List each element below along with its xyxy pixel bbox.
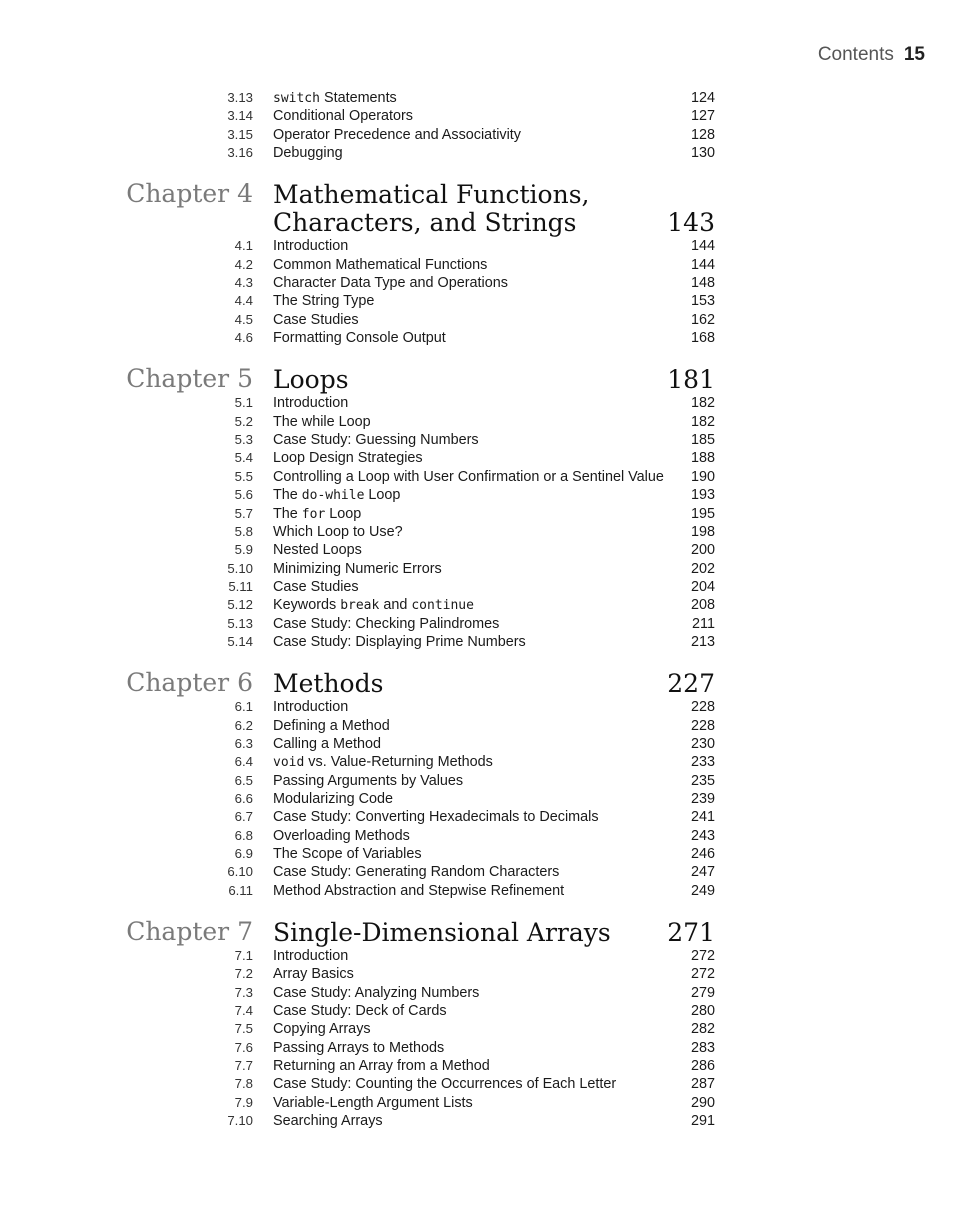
- section-number: 4.2: [234, 256, 253, 272]
- section-page: 241: [690, 809, 715, 826]
- toc-entry: [0, 394, 959, 412]
- section-page: 272: [690, 948, 715, 965]
- section-number: 4.6: [234, 330, 253, 346]
- toc-entry: [0, 633, 959, 651]
- chapter-page: 271: [667, 918, 715, 948]
- section-number: 5.5: [234, 468, 253, 484]
- section-title: Array Basics: [273, 966, 354, 983]
- code-keyword: for: [301, 506, 326, 522]
- chapter-page: 227: [667, 669, 715, 699]
- section-number: 5.8: [234, 523, 253, 539]
- chapter-title-line: Loops: [273, 365, 349, 395]
- section-page: 280: [690, 1003, 715, 1020]
- section-title: The String Type: [273, 293, 375, 310]
- section-number: 4.4: [234, 293, 253, 309]
- section-page: 228: [690, 717, 715, 734]
- section-title: Case Study: Displaying Prime Numbers: [273, 633, 526, 650]
- section-number: 7.4: [234, 1003, 253, 1019]
- toc-entry: [0, 578, 959, 596]
- section-number: 7.1: [234, 948, 253, 964]
- section-number: 6.3: [234, 735, 253, 751]
- section-page: 198: [690, 523, 715, 540]
- table-of-contents: [0, 89, 959, 1130]
- section-page: 188: [690, 450, 715, 467]
- toc-entry: [0, 845, 959, 863]
- section-page: 228: [690, 699, 715, 716]
- chapter-label: Chapter 7: [126, 917, 253, 947]
- section-page: 153: [690, 293, 715, 310]
- section-page: 279: [690, 984, 715, 1001]
- section-title: Case Study: Converting Hexadecimals to Decimals: [273, 809, 599, 826]
- code-keyword: switch: [273, 91, 320, 106]
- toc-entry: [0, 431, 959, 449]
- section-number: 3.16: [227, 145, 253, 161]
- toc-entry: [0, 947, 959, 965]
- chapter-title-line: Single-Dimensional Arrays: [273, 918, 611, 948]
- chapter-title-line: Characters, and Strings: [273, 208, 577, 238]
- section-page: 185: [690, 432, 715, 449]
- section-page: 286: [690, 1058, 715, 1075]
- section-title: Operator Precedence and Associativity: [273, 126, 521, 143]
- section-page: 287: [690, 1076, 715, 1093]
- toc-entry: [0, 311, 959, 329]
- section-page: 291: [690, 1113, 715, 1130]
- toc-entry: [0, 1020, 959, 1038]
- section-title: void vs. Value-Returning Methods: [273, 754, 493, 771]
- toc-entry: [0, 1057, 959, 1075]
- section-page: 130: [690, 145, 715, 162]
- toc-entry: [0, 615, 959, 633]
- section-title: Conditional Operators: [273, 108, 413, 125]
- section-title: Loop Design Strategies: [273, 450, 423, 467]
- toc-entry: [0, 965, 959, 983]
- chapter-block: [0, 668, 959, 900]
- section-title: Modularizing Code: [273, 790, 393, 807]
- section-page: 148: [690, 275, 715, 292]
- section-page: 168: [690, 330, 715, 347]
- section-number: 6.2: [234, 717, 253, 733]
- section-title: The Scope of Variables: [273, 846, 422, 862]
- section-title: Overloading Methods: [273, 827, 410, 844]
- toc-entry: [0, 560, 959, 578]
- page-number: 15: [903, 44, 925, 65]
- section-number: 4.1: [234, 238, 253, 254]
- section-page: 290: [690, 1094, 715, 1111]
- section-number: 6.4: [234, 754, 253, 770]
- section-page: 195: [690, 505, 715, 522]
- section-page: 144: [690, 238, 715, 255]
- section-page: 208: [690, 597, 715, 614]
- code-keyword: continue: [411, 598, 474, 614]
- toc-entry: [0, 808, 959, 826]
- section-page: 282: [690, 1021, 715, 1038]
- section-title: Minimizing Numeric Errors: [273, 560, 442, 577]
- running-head: [818, 44, 925, 66]
- chapter-label: Chapter 5: [126, 364, 253, 394]
- section-page: 162: [690, 311, 715, 328]
- section-number: 7.3: [234, 984, 253, 1000]
- section-title: Formatting Console Output: [273, 330, 446, 347]
- toc-entry: [0, 1002, 959, 1020]
- chapter-heading: [0, 364, 959, 394]
- section-number: 4.3: [234, 275, 253, 291]
- section-page: 213: [690, 633, 715, 650]
- toc-entry: [0, 144, 959, 162]
- section-page: 127: [690, 108, 715, 125]
- section-number: 6.10: [227, 864, 253, 880]
- section-page: 233: [690, 754, 715, 771]
- section-page: 190: [690, 468, 715, 485]
- toc-entry: [0, 256, 959, 274]
- section-page: 243: [690, 827, 715, 844]
- chapter-block: [0, 364, 959, 651]
- section-number: 5.3: [234, 432, 253, 448]
- section-number: 5.1: [234, 395, 253, 411]
- section-page: 235: [690, 772, 715, 789]
- chapter-title: [273, 364, 959, 394]
- section-title: The while Loop: [273, 413, 371, 430]
- toc-entry: [0, 468, 959, 486]
- section-number: 5.7: [234, 505, 253, 521]
- section-title: Case Study: Checking Palindromes: [273, 615, 500, 632]
- section-page: 144: [690, 256, 715, 273]
- section-number: 5.4: [234, 450, 253, 466]
- section-page: 211: [692, 615, 715, 632]
- section-number: 7.5: [234, 1021, 253, 1037]
- toc-entry: [0, 89, 959, 107]
- section-number: 5.2: [234, 413, 253, 429]
- section-title: Passing Arrays to Methods: [273, 1039, 445, 1056]
- toc-entry: [0, 1094, 959, 1112]
- section-title: Case Studies: [273, 311, 359, 328]
- section-page: 272: [690, 966, 715, 983]
- section-number: 6.6: [234, 790, 253, 806]
- section-page: 128: [690, 126, 715, 143]
- section-title: Introduction: [273, 238, 349, 255]
- section-title: Introduction: [273, 948, 349, 965]
- section-title: Defining a Method: [273, 717, 390, 734]
- section-page: 182: [690, 413, 715, 430]
- section-page: 200: [690, 542, 715, 559]
- section-number: 3.14: [227, 108, 253, 124]
- section-page: 239: [690, 790, 715, 807]
- section-title: Case Studies: [273, 578, 359, 595]
- section-number: 6.11: [228, 882, 253, 898]
- section-title: Case Study: Counting the Occurrences of Each Letter: [273, 1076, 617, 1093]
- section-title: The for Loop: [273, 505, 362, 522]
- toc-entry: [0, 237, 959, 255]
- section-number: 6.8: [234, 827, 253, 843]
- chapter-title-line: Methods: [273, 669, 384, 699]
- code-keyword: break: [340, 598, 380, 614]
- section-title: Method Abstraction and Stepwise Refinement: [273, 882, 565, 899]
- section-title: Debugging: [273, 145, 343, 162]
- section-title: Case Study: Analyzing Numbers: [273, 984, 480, 1001]
- toc-entry: [0, 698, 959, 716]
- chapter-label: Chapter 4: [126, 179, 253, 209]
- toc-entry: [0, 274, 959, 292]
- section-number: 7.2: [234, 966, 253, 982]
- chapter-title-line: Mathematical Functions,: [273, 180, 590, 210]
- section-title: Calling a Method: [273, 735, 381, 752]
- running-head-label: Contents: [817, 44, 894, 65]
- toc-entry: [0, 753, 959, 771]
- section-number: 6.9: [234, 846, 253, 861]
- toc-entry: [0, 486, 959, 504]
- section-page: 246: [690, 846, 715, 862]
- toc-entry: [0, 882, 959, 900]
- section-title: Case Study: Generating Random Characters: [273, 864, 560, 881]
- toc-entry: [0, 413, 959, 431]
- toc-entry: [0, 717, 959, 735]
- toc-entry: [0, 772, 959, 790]
- section-title: Case Study: Guessing Numbers: [273, 432, 479, 449]
- toc-entry: [0, 292, 959, 310]
- code-keyword: void: [273, 755, 305, 771]
- toc-entry: [0, 1039, 959, 1057]
- toc-entry: [0, 984, 959, 1002]
- section-number: 7.7: [234, 1058, 253, 1074]
- section-title: Returning an Array from a Method: [273, 1058, 490, 1075]
- toc-entry: [0, 1112, 959, 1130]
- section-page: 193: [690, 487, 715, 504]
- toc-entry: [0, 329, 959, 347]
- section-number: 7.8: [234, 1076, 253, 1092]
- section-title: switch Statements: [273, 90, 397, 106]
- section-page: 230: [690, 735, 715, 752]
- section-page: 182: [690, 395, 715, 412]
- toc-entry: [0, 827, 959, 845]
- section-title: Introduction: [273, 395, 349, 412]
- toc-entry: [0, 107, 959, 125]
- toc-entry: [0, 126, 959, 144]
- chapter-page: 143: [667, 208, 715, 238]
- toc-entry: [0, 1075, 959, 1093]
- toc-entry: [0, 505, 959, 523]
- toc-entry: [0, 449, 959, 467]
- section-title: Which Loop to Use?: [273, 523, 403, 540]
- section-page: 204: [690, 578, 715, 595]
- toc-entry: [0, 523, 959, 541]
- section-number: 6.1: [234, 699, 253, 715]
- section-number: 7.9: [234, 1094, 253, 1110]
- section-number: 5.14: [227, 633, 253, 649]
- section-number: 5.6: [234, 487, 253, 503]
- section-title: Passing Arguments by Values: [273, 772, 464, 789]
- section-title: Character Data Type and Operations: [273, 275, 508, 292]
- chapter-title: [273, 917, 959, 947]
- toc-entry: [0, 596, 959, 614]
- section-number: 5.12: [227, 597, 253, 613]
- chapter-title: [273, 668, 959, 698]
- section-title: Keywords break and continue: [273, 597, 474, 614]
- section-number: 6.7: [234, 809, 253, 825]
- chapter-block: [0, 179, 959, 347]
- section-number: 5.13: [227, 615, 253, 631]
- section-title: Introduction: [273, 699, 349, 716]
- section-number: 5.9: [234, 542, 253, 558]
- chapter-heading: [0, 917, 959, 947]
- section-number: 3.13: [227, 90, 253, 105]
- section-number: 7.6: [234, 1039, 253, 1055]
- code-keyword: do-while: [301, 488, 365, 504]
- chapter-label: Chapter 6: [126, 668, 253, 698]
- section-title: Variable-Length Argument Lists: [273, 1094, 473, 1111]
- section-page: 247: [690, 864, 715, 881]
- toc-entry: [0, 541, 959, 559]
- section-title: Case Study: Deck of Cards: [273, 1003, 447, 1020]
- section-title: Copying Arrays: [273, 1021, 371, 1038]
- toc-entry: [0, 790, 959, 808]
- toc-entry: [0, 735, 959, 753]
- section-page: 124: [690, 90, 715, 106]
- section-page: 283: [690, 1039, 715, 1056]
- section-page: 249: [690, 882, 715, 899]
- section-number: 4.5: [234, 311, 253, 327]
- chapter-title: [273, 179, 959, 237]
- chapter-heading: [0, 179, 959, 237]
- section-title: Searching Arrays: [273, 1113, 383, 1130]
- chapter-block: [0, 917, 959, 1130]
- section-title: Controlling a Loop with User Confirmation or a Sentinel Value: [273, 468, 664, 485]
- section-number: 3.15: [227, 126, 253, 142]
- section-title: The do-while Loop: [273, 487, 401, 504]
- chapter-heading: [0, 668, 959, 698]
- section-number: 7.10: [227, 1113, 253, 1129]
- section-title: Nested Loops: [273, 542, 362, 559]
- chapter-page: 181: [667, 365, 715, 395]
- section-title: Common Mathematical Functions: [273, 256, 488, 273]
- section-number: 5.10: [227, 560, 253, 576]
- section-page: 202: [690, 560, 715, 577]
- section-number: 6.5: [234, 772, 253, 788]
- toc-entry: [0, 863, 959, 881]
- section-number: 5.11: [228, 578, 253, 594]
